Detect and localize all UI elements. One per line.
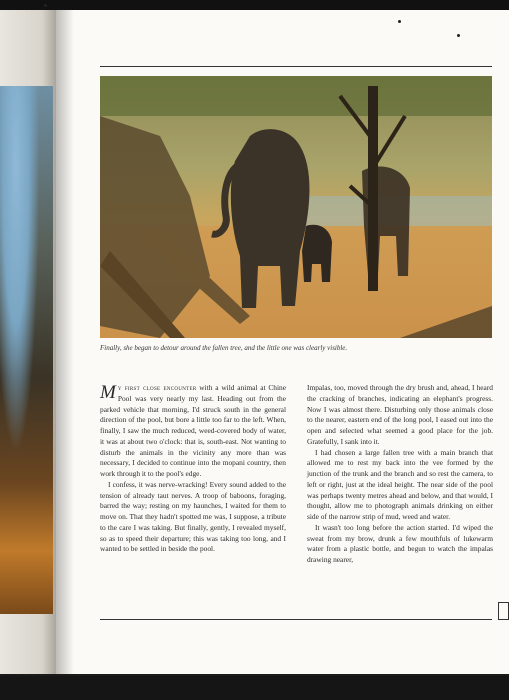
paragraph	[100, 383, 286, 480]
paragraph: I confess, it was nerve-wracking! Every sound added to the tension of already taut nerves. A troop of baboons, foraging, barred the way; resting on my haunches, I waited for them to move on. That they hadn't spotted me was, I suppose, a tribute to the care I was taking. But finally, gently, I revealed myself, so as to speed their departure; this was taking too long, and I wanted to be settled in beside the pool.	[100, 479, 286, 554]
paragraph: Impalas, too, moved through the dry brush and, ahead, I heard the cracking of branches, indicating an elephant's progress. Now I was almost there. Disturbing only those animals close to the nearer, eastern end of the long pool, I eased out into the open and selected what seemed a good place for the job. Gratefully, I sank into it.	[307, 383, 493, 446]
facing-page	[0, 10, 60, 674]
paragraph: It wasn't too long before the action started. I'd wiped the sweat from my brow, drunk a few mouthfuls of lukewarm water from a plastic bottle, and begun to watch the impalas drawing nearer,	[307, 522, 493, 564]
opening-smallcaps: y first close encounter	[117, 383, 197, 392]
paragraph: I had chosen a large fallen tree with a main branch that allowed me to rest my back into the vee formed by the junction of the trunk and the branch and so rest the camera, to left or right, just at the ideal height. The near side of the pool was perhaps twenty metres ahead and below, and that would, I thought, allow me to photograph animals drinking on either side of the narrow strip of mud, weed and water.	[307, 447, 493, 521]
photo-caption: Finally, she began to detour around the fallen tree, and the little one was clearly visible.	[100, 344, 348, 352]
paragraph-text: with a wild animal at Chine Pool was very nearly my last. Heading out from the parked vehicle that morning, I'd struck south in the general direction of the pool, but bore a little too far to the left. When, finally, I saw the much reduced, weed-covered body of water, it was at about two o'clock: that is, south-east. Not wanting to disturb the animals in the vicinity any more than was necessary, I decided to continue into the mopani country, then work through it to the pool's edge.	[100, 383, 287, 478]
elephant-photo-illustration	[100, 76, 492, 338]
bottom-rule	[100, 619, 492, 620]
page-edge-tab	[498, 602, 509, 620]
scan-speck	[457, 34, 460, 37]
drop-cap: M	[100, 382, 116, 403]
elephant-photo	[100, 76, 492, 338]
text-column-right	[307, 383, 493, 566]
top-rule	[100, 66, 492, 67]
scan-speck	[44, 4, 47, 7]
text-column-left	[100, 383, 286, 555]
facing-page-photo	[0, 86, 53, 614]
scan-border-bottom	[0, 676, 509, 700]
scan-speck	[398, 20, 401, 23]
